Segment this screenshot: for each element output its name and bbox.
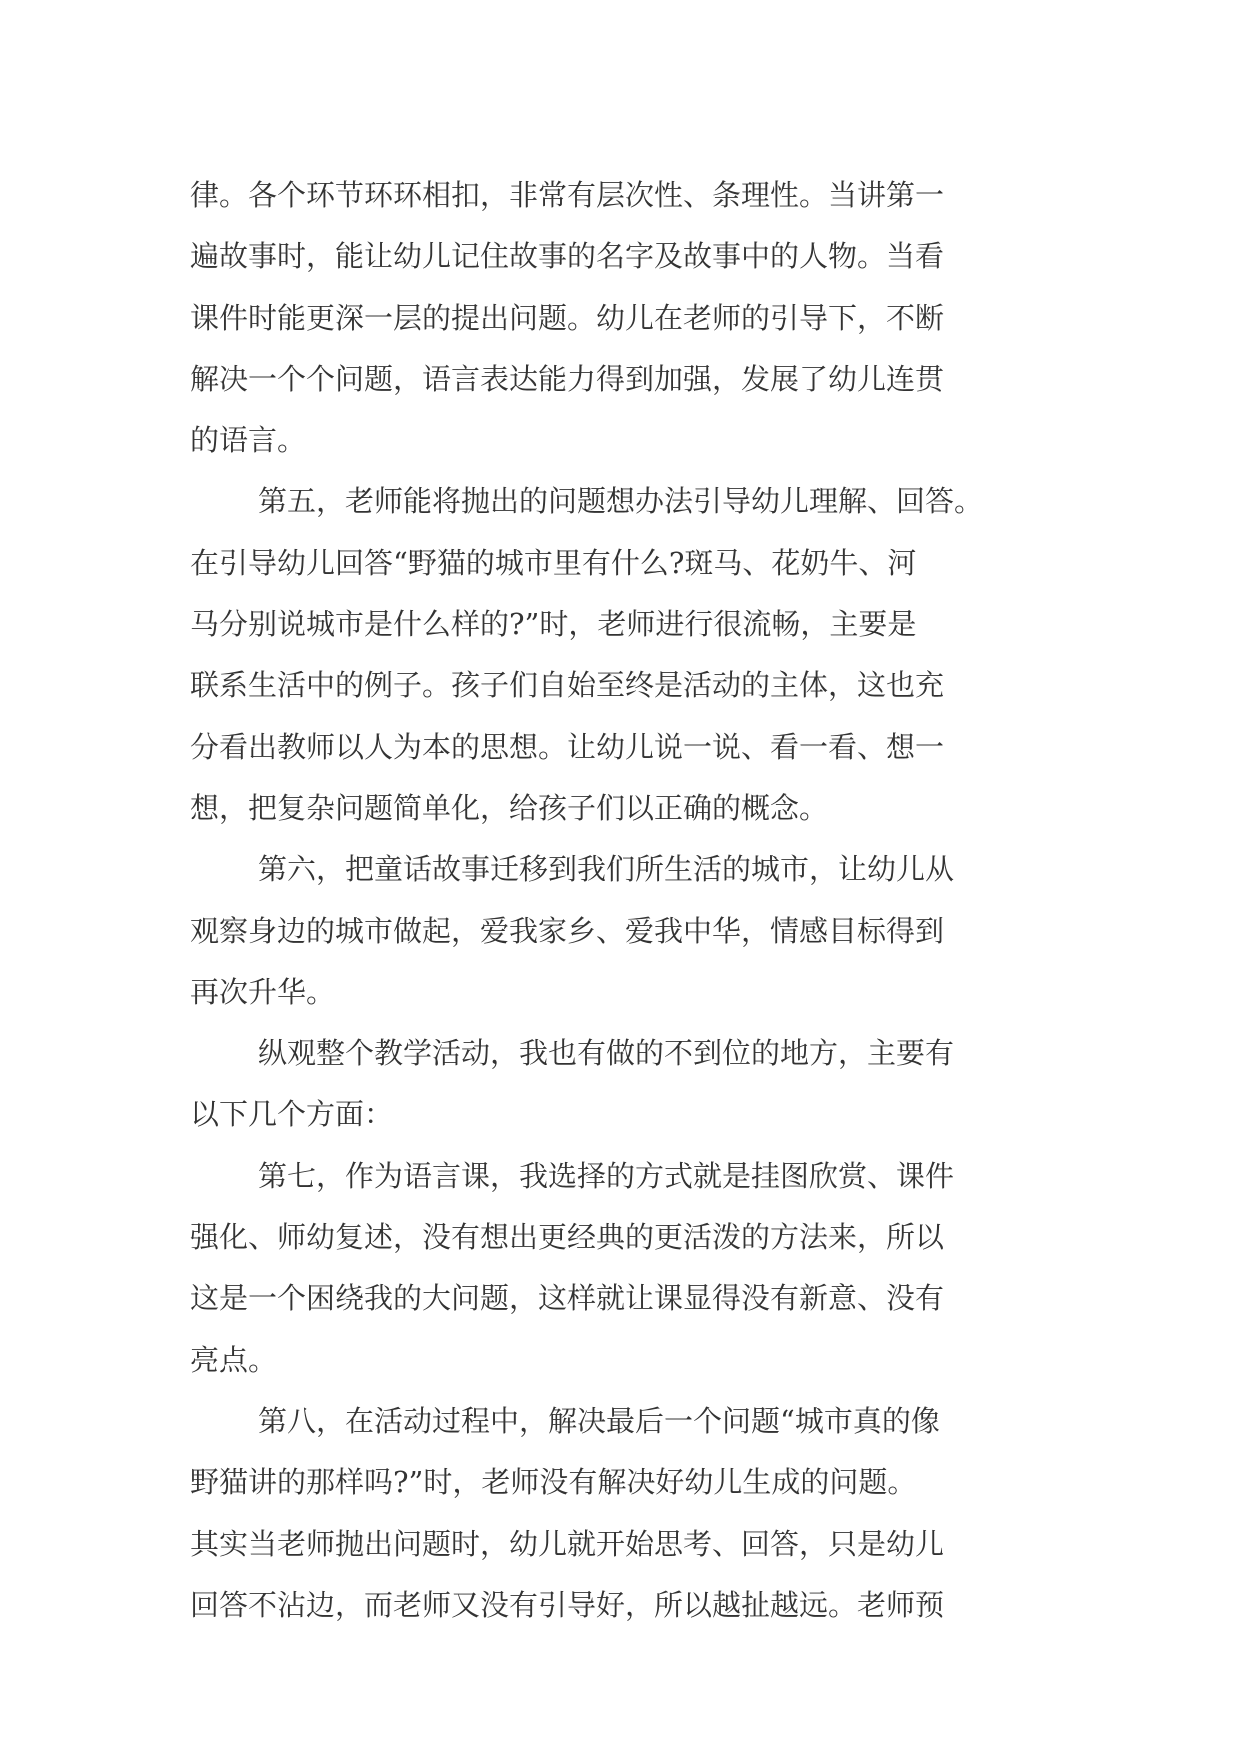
- paragraph-start-line: 纵观整个教学活动，我也有做的不到位的地方，主要有: [258, 1036, 955, 1071]
- text-line: 这是一个困绕我的大问题，这样就让课显得没有新意、没有: [190, 1281, 945, 1316]
- text-line: 马分别说城市是什么样的?”时，老师进行很流畅，主要是: [190, 607, 917, 642]
- text-line: 解决一个个问题，语言表达能力得到加强，发展了幼儿连贯: [190, 361, 945, 396]
- text-line: 律。各个环节环环相扣，非常有层次性、条理性。当讲第一: [190, 178, 945, 212]
- text-line: 联系生活中的例子。孩子们自始至终是活动的主体，这也充: [190, 668, 945, 703]
- text-line: 想，把复杂问题简单化，给孩子们以正确的概念。: [190, 790, 829, 825]
- text-line: 亮点。: [190, 1342, 278, 1377]
- body-text: [190, 165, 1060, 1636]
- text-line: 野猫讲的那样吗?”时，老师没有解决好幼儿生成的问题。: [190, 1465, 917, 1500]
- paragraph-start-line: 第八，在活动过程中，解决最后一个问题“城市真的像: [258, 1403, 940, 1438]
- text-line: 的语言。: [190, 423, 307, 458]
- text-line: 课件时能更深一层的提出问题。幼儿在老师的引导下，不断: [190, 300, 945, 335]
- text-line: 在引导幼儿回答“野猫的城市里有什么?斑马、花奶牛、河: [190, 545, 917, 580]
- text-line: 强化、师幼复述，没有想出更经典的更活泼的方法来，所以: [190, 1220, 945, 1255]
- text-line: 回答不沾边，而老师又没有引导好，所以越扯越远。老师预: [190, 1587, 945, 1622]
- paragraph-start-line: 第七，作为语言课，我选择的方式就是挂图欣赏、课件: [258, 1158, 955, 1193]
- text-line: 以下几个方面：: [190, 1097, 394, 1132]
- text-line: 其实当老师抛出问题时，幼儿就开始思考、回答，只是幼儿: [190, 1526, 945, 1561]
- paragraph-start-line: 第五，老师能将抛出的问题想办法引导幼儿理解、回答。: [258, 484, 984, 519]
- text-line: 分看出教师以人为本的思想。让幼儿说一说、看一看、想一: [190, 729, 945, 764]
- paragraph-start-line: 第六，把童话故事迁移到我们所生活的城市，让幼儿从: [258, 852, 955, 887]
- text-line: 遍故事时，能让幼儿记住故事的名字及故事中的人物。当看: [190, 239, 945, 274]
- text-line: 观察身边的城市做起，爱我家乡、爱我中华，情感目标得到: [190, 913, 945, 948]
- text-line: 再次升华。: [190, 974, 336, 1009]
